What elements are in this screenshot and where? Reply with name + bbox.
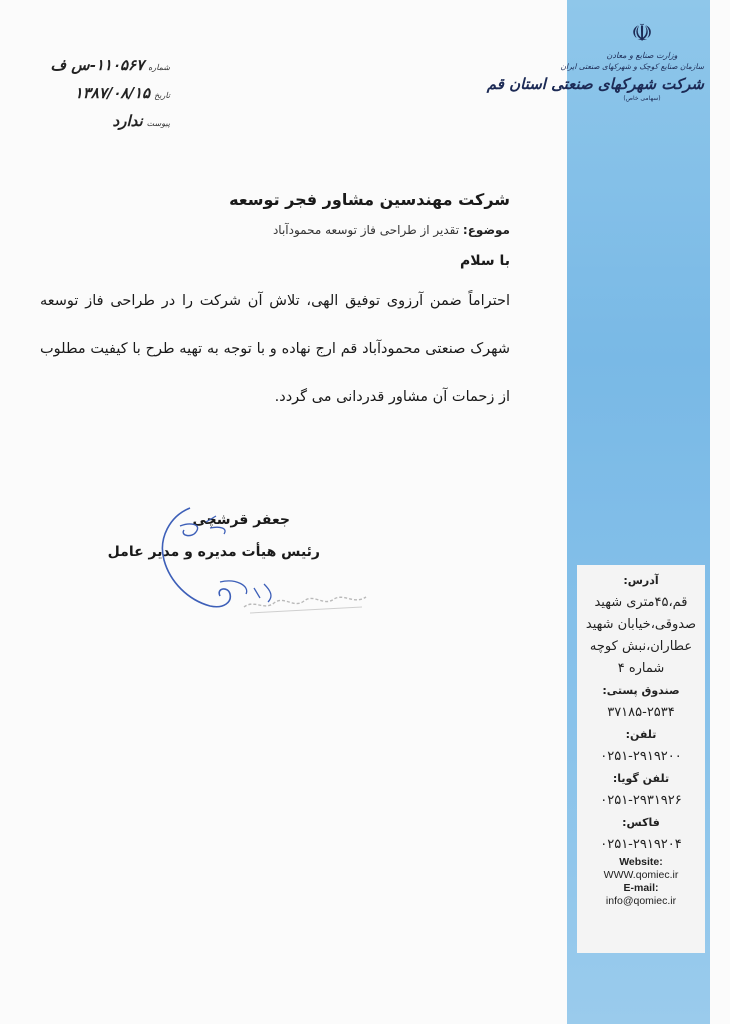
letter-number-value: ۱۱۰۵۶۷-س ف bbox=[50, 56, 145, 74]
fax-value: ۰۲۵۱-۲۹۱۹۲۰۴ bbox=[600, 837, 682, 852]
letter-body: احتراماً ضمن آرزوی توفیق الهی، تلاش آن شرکت را در طراحی فاز توسعه شهرک صنعتی محمودآباد قم ارج نهاده و با توجه به تهیه طرح با کیفیت مطلوب از زحمات آن مشاور قدردانی می گردد. bbox=[40, 293, 510, 405]
letter-recipient: شرکت مهندسین مشاور فجر توسعه bbox=[229, 190, 510, 209]
ministry-name: وزارت صنایع و معادن bbox=[606, 51, 678, 60]
email-link[interactable]: info@qomiec.ir bbox=[605, 895, 677, 907]
pobox-label: صندوق پستی: bbox=[602, 684, 680, 697]
organization-name: سازمان صنایع کوچک و شهرکهای صنعتی ایران bbox=[560, 62, 704, 71]
address-label: آدرس: bbox=[623, 574, 659, 587]
website-label: Website: bbox=[619, 856, 663, 868]
voice-phone-label: تلفن گویا: bbox=[612, 772, 670, 785]
address-value: قم،۴۵متری شهید صدوقی،خیابان شهید عطاران،نبش کوچه شماره ۴ bbox=[585, 595, 697, 676]
letter-date-value: ۱۳۸۷/۰۸/۱۵ bbox=[74, 84, 151, 102]
letterhead-header bbox=[486, 18, 704, 104]
letter-date-label: تاریخ bbox=[154, 91, 170, 100]
letter-number-row bbox=[30, 56, 170, 84]
signatory-title: رئیس هیأت مدیره و مدیر عامل bbox=[107, 544, 320, 560]
letter-content bbox=[40, 190, 510, 421]
letter-date-row bbox=[30, 84, 170, 112]
letter-greeting: با سلام bbox=[459, 253, 510, 269]
voice-phone-value: ۰۲۵۱-۲۹۳۱۹۲۶ bbox=[600, 793, 682, 808]
fax-label: فاکس: bbox=[622, 816, 660, 829]
letter-number-label: شماره bbox=[148, 63, 170, 72]
signatory-name: جعفر قرشچی bbox=[192, 512, 290, 528]
phone-label: تلفن: bbox=[625, 728, 657, 741]
website-link[interactable]: WWW.qomiec.ir bbox=[603, 869, 679, 881]
iran-emblem-icon: ☫ bbox=[631, 19, 653, 47]
letter-attachment-value: ندارد bbox=[112, 112, 143, 130]
letter-subject bbox=[40, 223, 510, 237]
contact-info-box bbox=[577, 565, 705, 953]
letter-meta bbox=[30, 56, 170, 140]
faded-stamp-icon bbox=[240, 585, 370, 619]
company-type: (سهامی خاص) bbox=[623, 95, 661, 102]
pobox-value: ۳۷۱۸۵-۲۵۳۴ bbox=[607, 705, 675, 720]
phone-value: ۰۲۵۱-۲۹۱۹۲۰۰ bbox=[600, 749, 682, 764]
subject-label: موضوع: bbox=[462, 223, 510, 237]
company-name: شرکت شهرکهای صنعتی استان قم bbox=[486, 75, 704, 93]
email-label: E-mail: bbox=[623, 882, 659, 894]
subject-text: تقدیر از طراحی فاز توسعه محمودآباد bbox=[272, 223, 460, 237]
letter-attachment-label: پیوست bbox=[146, 119, 170, 128]
letter-attachment-row bbox=[30, 112, 170, 140]
